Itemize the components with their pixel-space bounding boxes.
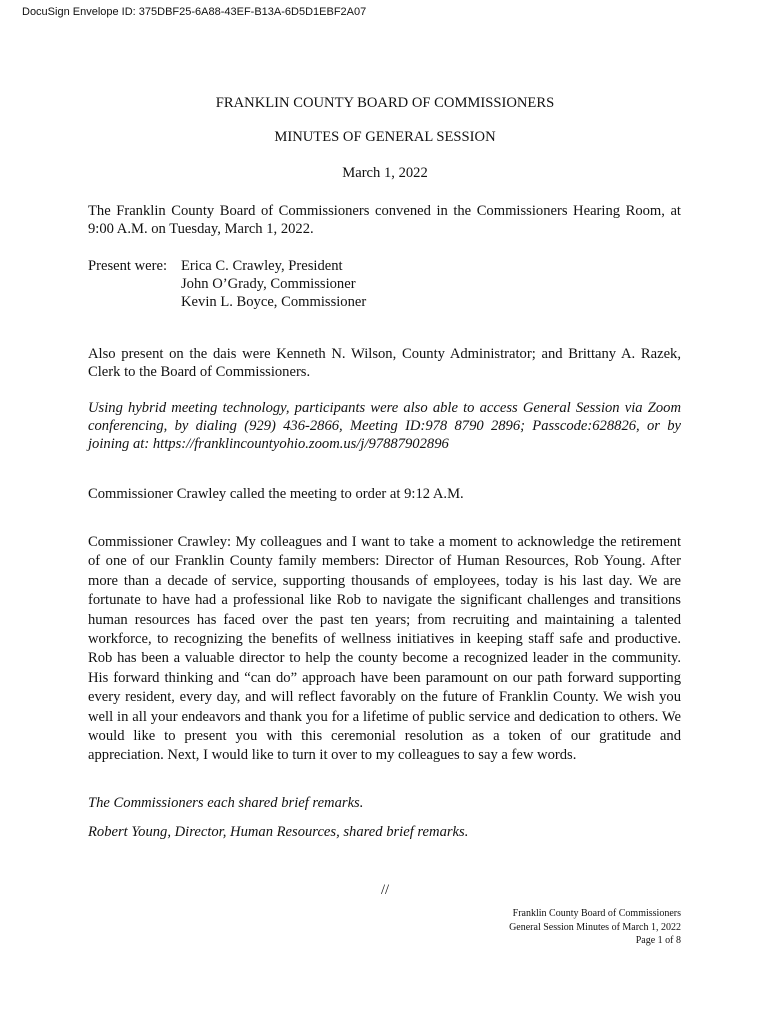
section-separator: // — [380, 882, 390, 898]
envelope-id: DocuSign Envelope ID: 375DBF25-6A88-43EF-B13A-6D5D1EBF2A07 — [22, 6, 367, 18]
page-number: Page 1 of 8 — [635, 935, 681, 946]
intro-paragraph: The Franklin County Board of Commissioners convened in the Commissioners Hearing Room, at 9:00 A.M. on Tuesday, March 1, 2022. — [88, 203, 681, 237]
document-subtitle: MINUTES OF GENERAL SESSION — [274, 129, 496, 145]
footer-line: General Session Minutes of March 1, 2022 — [509, 921, 681, 933]
attendance-list — [88, 257, 367, 310]
meeting-date: March 1, 2022 — [342, 165, 428, 181]
commissioners-remarks-note: The Commissioners each shared brief remarks. — [88, 795, 364, 811]
also-present-paragraph: Also present on the dais were Kenneth N. Wilson, County Administrator; and Brittany A. Razek, Clerk to the Board of Commissioners. — [88, 346, 681, 380]
page-footer — [509, 907, 681, 948]
call-to-order: Commissioner Crawley called the meeting to order at 9:12 A.M. — [88, 486, 464, 502]
remarks-paragraph: Commissioner Crawley: My colleagues and I want to take a moment to acknowledge the retirement of one of our Franklin County family members: Director of Human Resources, Rob Young. After more than a decade of service, supporting thousands of employees, today is his last day. We are fortunate to have had a professional like Rob to navigate the significant challenges and transitions human resources has faced over the past ten years; from recruiting and maintaining a talented workforce, to recognizing the benefits of wellness initiatives in keeping staff safe and productive. Rob has been a valuable director to help the county become a recognized leader in the community. His forward thinking and “can do” approach have been paramount on our path forward supporting every resident, every day, and will reflect favorably on the future of Franklin County. We wish you well in all your endeavors and thank you for a lifetime of public service and dedication to others. We would like to present you with this ceremonial resolution as a token of our gratitude and appreciation. Next, I would like to turn it over to my colleagues to say a few words. — [88, 534, 681, 764]
director-remarks-note: Robert Young, Director, Human Resources, shared brief remarks. — [88, 824, 469, 840]
attendee: John O’Grady, Commissioner — [181, 276, 356, 292]
attendee: Erica C. Crawley, President — [181, 258, 343, 274]
document-title: FRANKLIN COUNTY BOARD OF COMMISSIONERS — [215, 95, 555, 111]
hybrid-meeting-note: Using hybrid meeting technology, participants were also able to access General Session via Zoom conferencing, by dialing (929) 436-2866, Meeting ID:978 8790 2896; Passcode:628826, or by joining at: https://franklincountyohio.zoom.us/j/97887902896 — [88, 400, 681, 452]
attendee: Kevin L. Boyce, Commissioner — [181, 294, 367, 310]
present-label: Present were: — [88, 258, 168, 274]
footer-line: Franklin County Board of Commissioners — [512, 908, 681, 919]
